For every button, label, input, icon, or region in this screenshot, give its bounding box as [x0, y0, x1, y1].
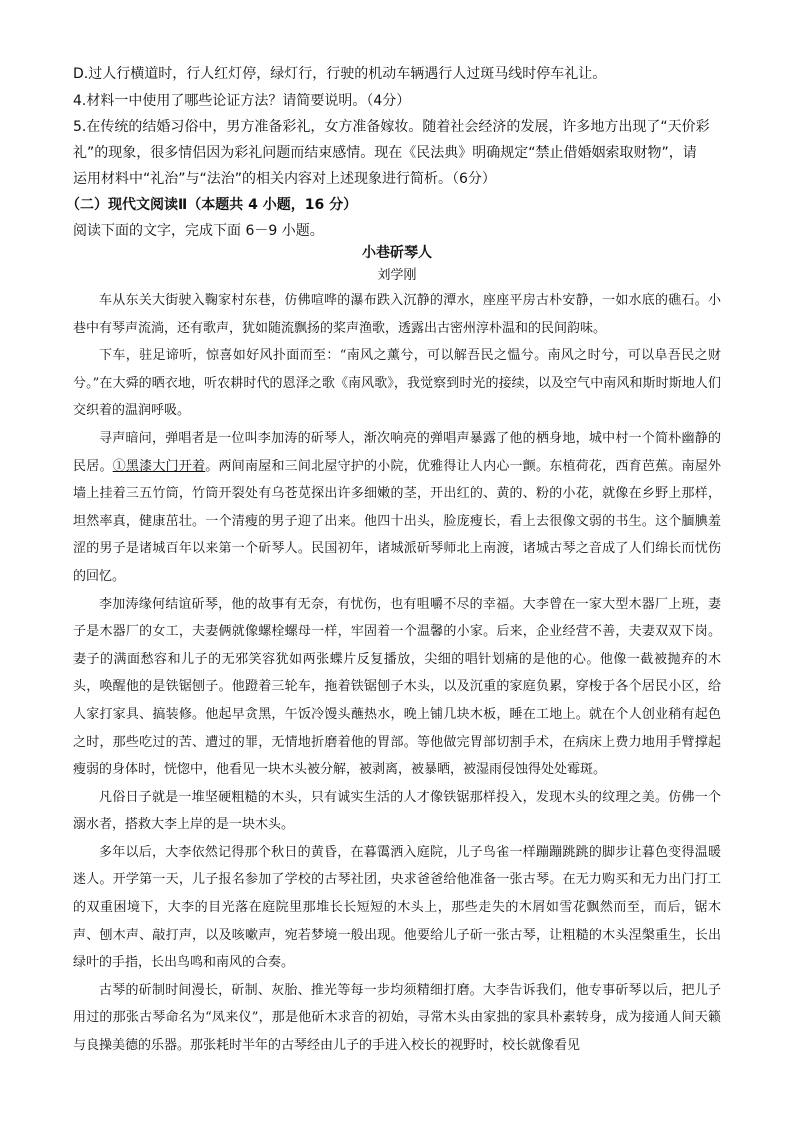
- question-4: 4.材料一中使用了哪些论证方法？请简要说明。（4分）: [73, 93, 411, 109]
- article-title: 小巷斫琴人: [362, 245, 432, 261]
- article-paragraph-6: 多年以后，大李依然记得那个秋日的黄昏，在暮霭洒入庭院，儿子鸟雀一样蹦蹦跳跳的脚步让暮色变得温暖迷人。开学第一天，儿子报名参加了学校的古琴社团，央求爸爸给他准备一张古琴。在无力购买和无力出门打工的双重困境下，大李的目光落在庭院里那堆长长短短的木头上，那些走失的木屑如雪花飘然而至，而后，锯木声、刨木声、敲打声，以及咳嗽声，宛若梦境一般出现。他要给儿子斫一张古琴，让粗糙的木头涅槃重生，长出绿叶的手指，长出鸟鸣和南风的合奏。: [73, 844, 721, 971]
- article-paragraph-2: 下车，驻足谛听，惊喜如好风扑面而至：“南风之薰兮，可以解吾民之愠兮。南风之时兮，可以阜吾民之财兮。”在大舜的晒衣地，听农耕时代的恩泽之歌《南风歌》，我觉察到时光的接续，以及空气中南风和斯时斯地人们交织着的温润呼吸。: [73, 348, 721, 419]
- article-paragraph-1: 车从东关大街驶入鞠家村东巷，仿佛喧哗的瀑布跌入沉静的潭水，座座平房古朴安静，一如水底的礁石。小巷中有琴声流淌，还有歌声，犹如随流飘扬的桨声渔歌，透露出古密州淳朴温和的民间韵味。: [73, 293, 721, 336]
- question-5-line-1: 5.在传统的结婚习俗中，男方准备彩礼，女方准备嫁妆。随着社会经济的发展，许多地方出现了“天价彩: [73, 119, 710, 135]
- article-paragraph-7: 古琴的斫制时间漫长，斫制、灰胎、推光等每一步均须精细打磨。大李告诉我们，他专事斫琴以后，把儿子用过的那张古琴命名为“凤来仪”，那是他斫木求音的初始，寻常木头由家拙的家具朴素转身，成为接通人间天籁与良操美德的乐器。那张耗时半年的古琴经由儿子的手进入校长的视野时，校长就像看见: [73, 982, 721, 1054]
- section-heading: （二）现代文阅读Ⅱ（本题共 4 小题，16 分）: [66, 197, 358, 213]
- article-author: 刘学刚: [377, 268, 417, 283]
- underlined-marker-1: ①黑漆大门开着: [112, 458, 206, 474]
- paragraph-3-rest: 。两间南屋和三间北屋守护的小院，优雅得让人内心一颤。东植荷花，西育芭蕉。南屋外墙上挂着三五竹筒，竹筒开裂处有乌苍苋探出许多细嫩的茎，开出红的、黄的、粉的小花，就像在乡野上那样，坦然率真，健康茁壮。一个清瘦的男子迎了出来。他四十出头，脸庞瘦长，看上去很像文弱的书生。这个腼腆羞涩的男子是诸城百年以来第一个斫琴人。民国初年，诸城派斫琴师北上南渡，诸城古琴之音成了人们绵长而忧伤的回忆。: [73, 458, 721, 584]
- question-5-line-3: 运用材料中“礼治”与“法治”的相关内容对上述现象进行简析。（6分）: [73, 171, 496, 187]
- article-paragraph-5: 凡俗日子就是一堆坚硬粗糙的木头，只有诚实生活的人才像铁锯那样投入，发现木头的纹理之美。仿佛一个溺水者，搭救大李上岸的是一块木头。: [73, 789, 721, 833]
- question-5-line-2: 礼”的现象，很多情侣因为彩礼问题而结束感情。现在《民法典》明确规定“禁止借婚姻索取财物”，请: [73, 145, 697, 161]
- paragraph-3-start: 寻声暗问，弹唱者是一位叫李加涛的斫琴人，渐次响亮的弹唱声暴露了他的栖身地，城中村一个简朴幽静的民居。: [73, 430, 721, 474]
- article-paragraph-4: 李加涛缘何结谊斫琴，他的故事有无奈，有忧伤，也有咀嚼不尽的幸福。大李曾在一家大型木器厂上班，妻子是木器厂的女工，夫妻俩就像螺栓螺母一样，牢固着一个温馨的小家。后来，企业经营不善，夫妻双双下岗。妻子的满面愁容和儿子的无邪笑容犹如两张蝶片反复播放，尖细的唱针划痛的是他的心。他像一截被抛弃的木头，唤醒他的是铁锯刨子。他蹬着三轮车，拖着铁锯刨子木头，以及沉重的家庭负累，穿梭于各个居民小区，给人家打家具、搞装修。他起早贪黑，午饭冷馒头蘸热水，晚上铺几块木板，睡在工地上。就在个人创业稍有起色之时，那些吃过的苦、遭过的罪，无情地折磨着他的胃部。等他做完胃部切割手术，在病床上费力地用手臂撑起瘦弱的身体时，恍惚中，他看见一块木头被分解，被剥离，被暴晒，被湿雨侵蚀得处处霉斑。: [73, 596, 721, 778]
- question-option-d: D.过人行横道时，行人红灯停，绿灯行，行驶的机动车辆遇行人过斑马线时停车礼让。: [73, 66, 607, 82]
- section-instruction: 阅读下面的文字，完成下面 6－9 小题。: [73, 223, 324, 239]
- article-body: [73, 287, 721, 1060]
- article-paragraph-3: [73, 425, 721, 591]
